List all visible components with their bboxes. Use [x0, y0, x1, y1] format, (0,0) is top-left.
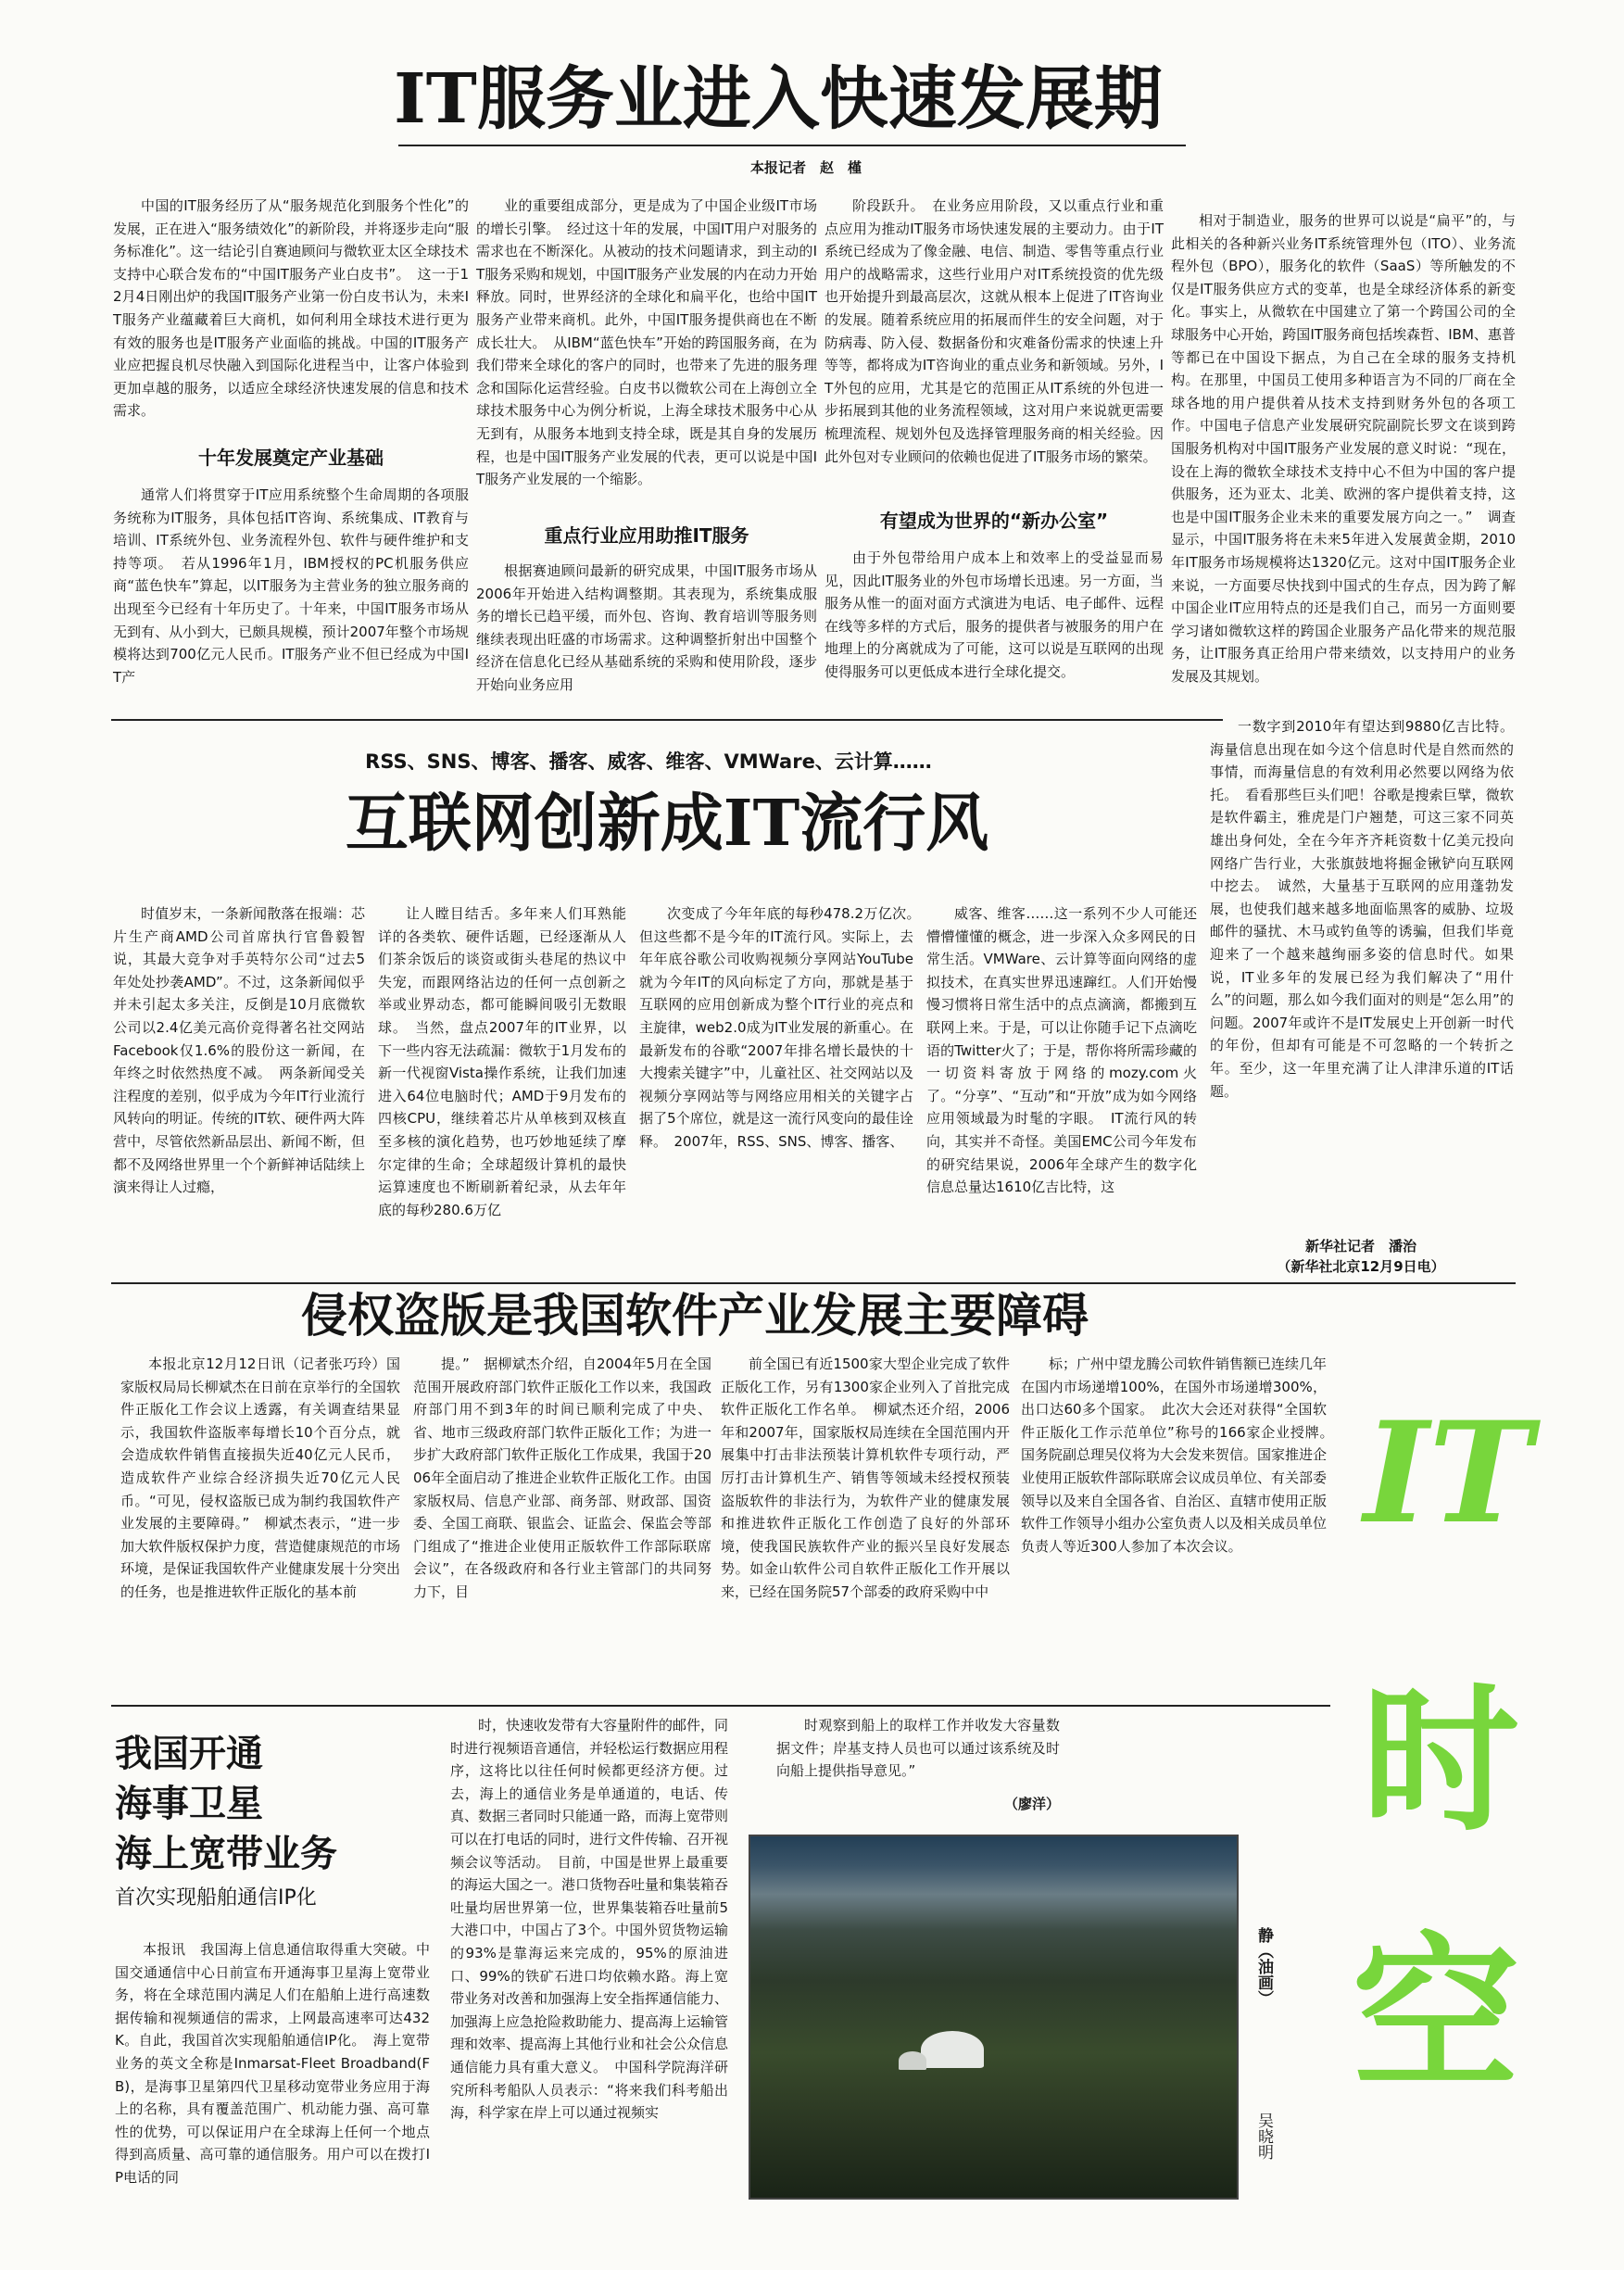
article1-col4: 相对于制造业，服务的世界可以说是“扁平”的，与此相关的各种新兴业务IT系统管理外包（ITO）、业务流程外包（BPO），服务化的软件（SaaS）等所触发的不仅是IT服务供应方式的变革，也是全球经济体系的新变化。事实上，从微软在中国建立了第一个跨国公司的全球服务中心开始，跨国IT服务商包括埃森哲、IBM、惠普等都已在中国设下据点，为自己在全球的服务支持机构。在那里，中国员工使用多种语言为不同的厂商在全球各地的用户提供着从技术支持到财务外包的各项工作。中国电子信息产业发展研究院副院长罗文在谈到跨国服务机构对中国IT服务产业发展的意义时说：“现在，设在上海的微软全球技术支持中心不但为中国的客户提供服务，还为亚太、北美、欧洲的客户提供着支持，这也是中国IT服务企业未来的重要发展方向之一。” 调查显示，中国IT服务将在未来5年进入发展黄金期，2010年IT服务市场规模将达1320亿元。这对中国IT服务企业来说，一方面要尽快找到中国式的生存点，因为跨了解中国企业IT应用特点的还是我们自己，而另一方面则要学习诸如微软这样的跨国企业服务产品化带来的规范服务，让IT服务真正给用户带来绩效，以支持用户的业务发展及其规划。	[1171, 212, 1516, 685]
maritime-title-block	[115, 1729, 421, 1914]
article2-col3: 次变成了今年年底的每秒478.2万亿次。 但这些都不是今年的IT流行风。实际上，去年年底谷歌公司收购视频分享网站YouTube就为今年IT的风向标定了方向，那就是基于互联网的应用创新成为整个IT行业的亮点和主旋律，web2.0成为IT业发展的新重心。在最新发布的谷歌“2007年排名增长最快的十大搜索关键字”中，儿童社区、社交网站以及视频分享网站等与网络应用相关的关键字占据了5个席位，就是这一流行风变向的最佳诠释。 2007年，RSS、SNS、博客、播客、	[639, 905, 928, 1150]
painting-yurt	[921, 2031, 984, 2068]
oil-painting-image	[749, 1835, 1239, 2200]
section-divider-3	[111, 1705, 1330, 1707]
maritime-title-line-1: 我国开通	[115, 1733, 263, 1775]
painting-caption	[1247, 1927, 1284, 2168]
painting-artist: 吴晓明	[1254, 2112, 1273, 2160]
subhead-key-industries: 重点行业应用助推IT服务	[544, 524, 749, 547]
article4-credit: （廖洋）	[1003, 1796, 1060, 1812]
article1-col2b: 根据赛迪顾问最新的研究成果，中国IT服务市场从2006年开始进入结构调整期。其表现为，系统集成服务的增长已趋平缓，而外包、咨询、教育培训等服务则继续表现出旺盛的市场需求。这种调整折射出中国整个经济在信息化已经从基础系统的采购和使用阶段，逐步开始向业务应用	[476, 562, 817, 693]
banner-it-letters: IT	[1364, 1392, 1532, 1555]
painting-yurt-small	[899, 2051, 926, 2070]
headline-piracy: 侵权盗版是我国软件产业发展主要障碍	[301, 1289, 1089, 1343]
article2-col1: 时值岁末，一条新闻散落在报端：芯片生产商AMD公司首席执行官鲁毅智说，其最大竞争对手英特尔公司“过去5年处处抄袭AMD”。不过，这条新闻似乎并未引起太多关注，反倒是10月底微软公司以2.4亿美元高价竞得著名社交网站Facebook仅1.6%的股份这一新闻，在年终之时依然热度不减。 两条新闻受关注程度的差别，似乎成为今年IT行业流行风转向的明证。传统的IT软、硬件两大阵营中，尽管依然新品层出、新闻不断，但都不及网络世界里一个个新鲜神话陆续上演来得让人过瘾，	[113, 905, 365, 1196]
section-divider-2	[111, 1282, 1516, 1284]
banner-kong-char: 空	[1352, 1917, 1519, 2112]
byline: 本报记者 赵 槿	[749, 159, 862, 176]
headline-internet-innovation: 互联网创新成IT流行风	[345, 787, 989, 861]
article1-col1b: 通常人们将贯穿于IT应用系统整个生命周期的各项服务统称为IT服务，具体包括IT咨询、系统集成、IT教育与培训、IT系统外包、业务流程外包、软件与硬件维护和支持等项。 若从1996年1月，IBM授权的PC机服务供应商“蓝色快车”算起，以IT服务为主营业务的独立服务商的出现至今已经有十年历史了。十年来，中国IT服务市场从无到有、从小到大，已颇具规模，预计2007年整个市场规模将达到700亿元人民币。IT服务产业不但已经成为中国IT产	[113, 486, 469, 686]
banner-shi-char: 时	[1361, 1668, 1519, 1853]
article2-col5: 一数字到2010年有望达到9880亿吉比特。海量信息出现在如今这个信息时代是自然而然的事情，而海量信息的有效利用必然要以网络为依托。 看看那些巨头们吧！谷歌是搜索巨擘，微软是软件霸主，雅虎是门户翘楚，可这三家不同英雄出身何处，全在今年齐齐耗资数十亿美元投向网络广告行业，大张旗鼓地将掘金锹铲向互联网中挖去。 诚然，大量基于互联网的应用蓬勃发展，也使我们越来越多地面临黑客的威胁、垃圾邮件的骚扰、木马或钓鱼等的诱骗，但我们毕竟迎来了一个越来越绚丽多姿的信息时代。如果说，IT业多年的发展已经为我们解决了“用什么”的问题，那么如今我们面对的则是“怎么用”的问题。2007年或许不是IT发展史上开创新一时代的年份，但却有可能是不可忽略的一个转折之年。至少，这一年里充满了让人津津乐道的IT话题。	[1210, 718, 1514, 1100]
article1-col1: 中国的IT服务经历了从“服务规范化到服务个性化”的发展，正在进入“服务绩效化”的新阶段，并将逐步走向“服务标准化”。这一结论引自赛迪顾问与微软亚太区全球技术支持中心联合发布的“中国IT服务产业白皮书”。 这一于12月4日刚出炉的我国IT服务产业第一份白皮书认为，未来IT服务产业蕴藏着巨大商机，如何利用全球技术进行更为有效的服务也是IT服务产业面临的挑战。中国的IT服务产业应把握良机尽快融入到国际化进程当中，让客户体验到更加卓越的服务，以适应全球经济快速发展的信息和技术需求。	[113, 197, 469, 420]
painting-title: 静（油画）	[1254, 1927, 1273, 2006]
headline-it-services: IT服务业进入快速发展期	[394, 59, 1163, 139]
article3-col4: 标；广州中望龙腾公司软件销售额已连续几年在国内市场递增100%，在国外市场递增300%，出口达60多个国家。 此次大会还对获得“全国软件正版化工作示范单位”称号的166家企业授牌。 国务院副总理吴仪将为大会发来贺信。国家推进企业使用正版软件部际联席会议成员单位、有关部委领导以及来自全国各省、自治区、直辖市使用正版软件工作领导小组办公室负责人以及相关成员单位负责人等近300人参加了本次会议。	[1021, 1356, 1341, 1555]
article1-col3b: 由于外包带给用户成本上和效率上的受益显而易见，因此IT服务业的外包市场增长迅速。另一方面，当服务从惟一的面对面方式演进为电话、电子邮件、远程在线等多样的方式后，服务的提供者与被服务的用户在地理上的分离就成为了可能，这可以说是互联网的出现使得服务可以更低成本进行全球化提交。	[825, 549, 1164, 680]
article3-col1: 本报北京12月12日讯（记者张巧玲）国家版权局局长柳斌杰在日前在京举行的全国软件正版化工作会议上透露，有关调查结果显示，我国软件盗版率每增长10个百分点，就会造成软件销售直接损失近40亿元人民币，造成软件产业综合经济损失近70亿元人民币。“可见，侵权盗版已成为制约我国软件产业发展的主要障碍。” 柳斌杰表示，“进一步加大软件版权保护力度，营造健康规范的市场环境，是保证我国软件产业健康发展十分突出的任务，也是推进软件正版化的基本前	[120, 1356, 400, 1600]
article4-col1: 本报讯 我国海上信息通信取得重大突破。中国交通通信中心日前宣布开通海事卫星海上宽带业务，将在全球范围内满足人们在船舶上进行高速数据传输和视频通信的需求，上网最高速率可达432K。自此，我国首次实现船舶通信IP化。 海上宽带业务的英文全称是Inmarsat-Fleet Broadband(FB)，是海事卫星第四代卫星移动宽带业务应用于海上的名称，具有覆盖范围广、机动能力强、高可靠性的优势，可以保证用户在全球海上任何一个地点得到高质量、高可靠的通信服务。用户可以在拨打IP电话的同	[115, 1941, 430, 2186]
article3-col3: 前全国已有近1500家大型企业完成了软件正版化工作，另有1300家企业列入了首批完成软件正版化工作名单。 柳斌杰还介绍，2006年和2007年，国家版权局连续在全国范围内开展集中打击非法预装计算机软件专项行动，严厉打击计算机生产、销售等领域未经授权预装盗版软件的非法行为，为软件产业的健康发展和推进软件正版化工作创造了良好的外部环境，使我国民族软件产业的振兴呈良好发展态势。如金山软件公司自软件正版化工作开展以来，已经在国务院57个部委的政府采购中中	[721, 1356, 1010, 1600]
section-divider-1	[111, 719, 1223, 721]
article2-credit: 新华社记者 潘治 （新华社北京12月9日电）	[1277, 1238, 1445, 1275]
article4-col3: 时观察到船上的取样工作并收发大容量数据文件；岸基支持人员也可以通过该系统及时向船上提供指导意见。”	[776, 1717, 1060, 1780]
headline-underline	[398, 145, 1186, 146]
article2-col2: 让人瞠目结舌。多年来人们耳熟能详的各类软、硬件话题，已经逐渐从人们茶余饭后的谈资或街头巷尾的热议中失宠，而跟网络沾边的任何一点创新之举或业界动态，都可能瞬间吸引无数眼球。 当然，盘点2007年的IT业界，以下一些内容无法疏漏：微软于1月发布的新一代视窗Vista操作系统，让我们加速进入64位电脑时代；AMD于9月发布的四核CPU，继续着芯片从单核到双核直至多核的演化趋势，也巧妙地延续了摩尔定律的生命；全球超级计算机的最快运算速度也不断刷新着纪录，从去年年底的每秒280.6万亿	[378, 905, 626, 1218]
article1-col2: 业的重要组成部分，更是成为了中国企业级IT市场的增长引擎。 经过这十年的发展，中国IT用户对服务的需求也在不断深化。从被动的技术问题请求，到主动的IT服务采购和规划，中国IT服务产业发展的内在动力开始释放。同时，世界经济的全球化和扁平化，也给中国IT服务产业带来商机。此外，中国IT服务提供商也在不断成长壮大。 从IBM“蓝色快车”开始的跨国服务商，在为我们带来全球化的客户的同时，也带来了先进的服务理念和国际化运营经验。白皮书以微软公司在上海创立全球技术服务中心为例分析说，上海全球技术服务中心从无到有，从服务本地到支持全球，既是其自身的发展历程，也是中国IT服务产业发展的代表，更可以说是中国IT服务产业发展的一个缩影。	[476, 197, 817, 488]
article2-col4: 威客、维客……这一系列不少人可能还懵懵懂懂的概念，进一步深入众多网民的日常生活。VMWare、云计算等面向网络的虚拟技术，在真实世界迅速蹿红。人们开始慢慢习惯将日常生活中的点点滴滴，都搬到互联网上来。于是，可以让你随手记下点滴吃语的Twitter火了；于是，帮你将所需珍藏的一切资料寄放于网络的mozy.com火了。“分享”、“互动”和“开放”成为如今网络应用领域最为时髦的字眼。 IT流行风的转向，其实并不奇怪。美国EMC公司今年发布的研究结果说，2006年全球产生的数字化信息总量达1610亿吉比特，这	[926, 905, 1197, 1196]
maritime-subtitle: 首次实现船舶通信IP化	[115, 1886, 317, 1910]
maritime-title-line-3: 海上宽带业务	[115, 1833, 337, 1875]
subhead-ten-years: 十年发展奠定产业基础	[198, 447, 384, 469]
article4-col2: 时，快速收发带有大容量附件的邮件，同时进行视频语音通信，并轻松运行数据应用程序，这将比以往任何时候都更经济方便。过去，海上的通信业务是单通道的，电话、传真、数据三者同时只能通一路，而海上宽带则可以在打电话的同时，进行文件传输、召开视频会议等活动。 目前，中国是世界上最重要的海运大国之一。港口货物吞吐量和集装箱吞吐量均居世界第一位，世界集装箱吞吐量前5大港口中，中国占了3个。中国外贸货物运输的93%是靠海运来完成的，95%的原油进口、99%的铁矿石进口均依赖水路。海上宽带业务对改善和加强海上安全指挥通信能力、加强海上应急抢险救助能力、提高海上运输管理和效率、提高海上其他行业和社会公众信息通信能力具有重大意义。 中国科学院海洋研究所科考船队人员表示：“将来我们科考船出海，科学家在岸上可以通过视频实	[450, 1717, 729, 2122]
subhead-new-office: 有望成为世界的“新办公室”	[879, 510, 1109, 532]
article1-col3: 阶段跃升。 在业务应用阶段，又以重点行业和重点应用为推动IT服务市场快速发展的主要动力。由于IT系统已经成为了像金融、电信、制造、零售等重点行业用户的战略需求，这些行业用户对IT系统投资的优先级也开始提升到最高层次，这就从根本上促进了IT咨询业的发展。随着系统应用的拓展而伴生的安全问题，对于防病毒、防入侵、数据备份和灾难备份需求的快速上升等等，都将成为IT咨询业的重点业务和新领域。另外，IT外包的应用，尤其是它的范围正从IT系统的外包进一步拓展到其他的业务流程领域，这对用户来说就更需要梳理流程、规划外包及选择管理服务商的相关经验。因此外包对专业顾问的依赖也促进了IT服务市场的繁荣。	[825, 197, 1164, 465]
kicker-internet: RSS、SNS、博客、播客、威客、维客、VMWare、云计算……	[365, 750, 932, 773]
article3-col2: 提。” 据柳斌杰介绍，自2004年5月在全国范围开展政府部门软件正版化工作以来，我国政府部门用不到3年的时间已顺利完成了中央、省、地市三级政府部门软件正版化工作；为进一步扩大政府部门软件正版化工作成果，我国于2006年全面启动了推进企业软件正版化工作。由国家版权局、信息产业部、商务部、财政部、国资委、全国工商联、银监会、证监会、保监会等部门组成了“推进企业使用正版软件工作部际联席会议”，在各级政府和各行业主管部门的共同努力下，目	[413, 1356, 711, 1600]
maritime-title-line-2: 海事卫星	[115, 1783, 263, 1825]
